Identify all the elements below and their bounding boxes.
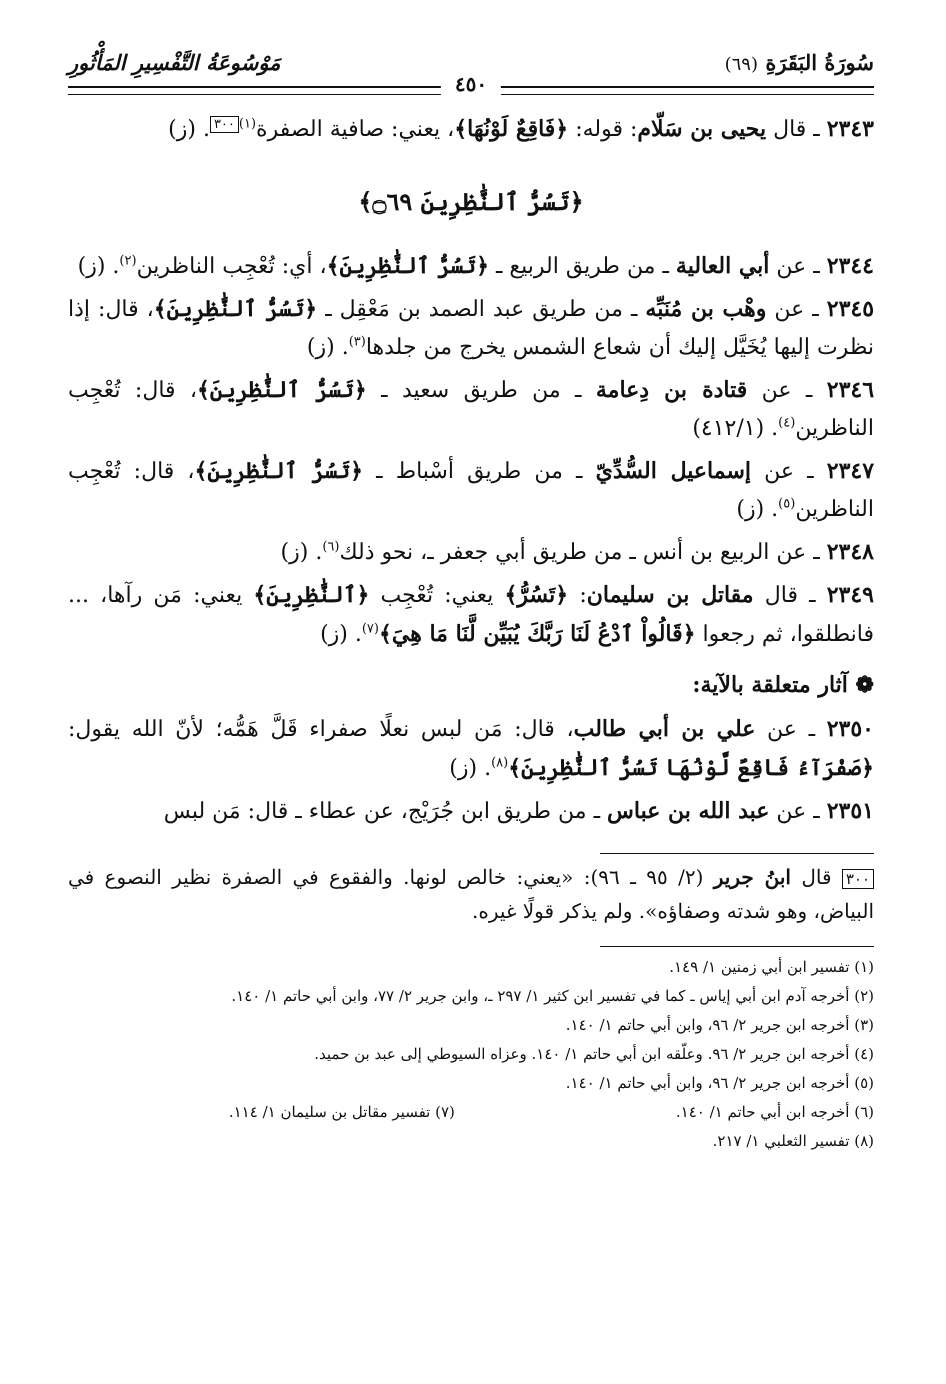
page-number: ٤٥٠ bbox=[441, 72, 501, 96]
narrator-name: يحيى بن سَلّام bbox=[637, 116, 767, 142]
entry-prefix: ـ عن bbox=[764, 459, 814, 484]
verse-range: (٦٩) bbox=[724, 54, 758, 75]
footnote-ref: (٣) bbox=[348, 334, 366, 350]
entry-end: . (ز) bbox=[168, 117, 210, 142]
footnote-ref: (٧) bbox=[361, 621, 379, 637]
narrator-name: الربيع بن أنس bbox=[642, 540, 770, 565]
footnote-ref: (٦) bbox=[322, 539, 340, 555]
entry-text: ، قال: مَن لبس نعلًا صفراء قَلَّ هَمُّه؛ لأنّ الله يقول: bbox=[68, 717, 574, 742]
entry-prefix: ـ عن bbox=[774, 297, 819, 322]
commentary-text: (٢/ ٩٥ ـ ٩٦): «يعني: خالص لونها. والفقوع في الصفرة نظير النصوع في البياض، وهو شدته وصفاؤه». ولم يذكر قولًا غيره. bbox=[68, 865, 874, 923]
footnotes bbox=[68, 953, 874, 1156]
footnote-ref: (٥) bbox=[778, 496, 796, 512]
narrator-name: أبي العالية bbox=[675, 253, 770, 279]
entry-2344 bbox=[68, 247, 874, 286]
entry-number: ٢٣٤٣ bbox=[826, 116, 874, 142]
entry-2349 bbox=[68, 576, 874, 654]
entry-end: . (ز) bbox=[320, 622, 362, 647]
entry-number: ٢٣٤٦ bbox=[826, 377, 875, 403]
entry-prefix: ـ عن bbox=[776, 254, 820, 279]
entry-text: ـ من طريق أبي جعفر ـ، نحو ذلك bbox=[339, 540, 636, 565]
commentary-ref-box: ٣٠٠ bbox=[210, 116, 239, 133]
entry-end: . (ز) bbox=[306, 335, 349, 360]
quran-quote: ﴿تَسُرُّ ٱلنَّٰظِرِينَ﴾ bbox=[326, 253, 489, 279]
commentary-note bbox=[68, 860, 874, 928]
footnote-ref: (٢) bbox=[119, 253, 137, 269]
entry-text: : bbox=[579, 583, 587, 608]
quran-quote: ﴿فَاقِعٌ لَوْنُهَا﴾ bbox=[454, 116, 569, 142]
entry-text: ، أي: تُعْجِب الناظرين bbox=[136, 254, 327, 279]
book-title: مَوْسُوعَةُ التَّفْسِيرِ المَأْثُورِ bbox=[68, 50, 281, 75]
entry-prefix: ـ عن bbox=[776, 799, 820, 824]
footnote-ref: (٤) bbox=[778, 415, 796, 431]
entry-2346 bbox=[68, 371, 874, 448]
footnote-4: (٤) أخرجه ابن جرير ٢/ ٩٦. وعلّقه ابن أبي حاتم ١/ ١٤٠. وعزاه السيوطي إلى عبد بن حميد. bbox=[314, 1045, 874, 1063]
entry-text: ـ من طريق الربيع ـ bbox=[495, 254, 669, 279]
surah-title bbox=[725, 50, 874, 75]
main-text bbox=[68, 110, 874, 831]
narrator-name: قتادة بن دِعامة bbox=[595, 377, 748, 403]
entry-text: ـ من طريق عبد الصمد بن مَعْقِل ـ bbox=[325, 297, 638, 322]
entry-2348 bbox=[68, 533, 874, 572]
footnote-5: (٥) أخرجه ابن جرير ٢/ ٩٦، وابن أبي حاتم ١/ ١٤٠. bbox=[565, 1074, 874, 1092]
entry-end: . (ز) bbox=[77, 254, 120, 279]
entry-number: ٢٣٥١ bbox=[826, 798, 874, 824]
quran-quote: ﴿صَفْرَآءُ فَاقِعٌ لَّوْنُهَا تَسُرُّ ٱلنَّٰظِرِينَ﴾ bbox=[508, 755, 874, 781]
quran-quote: ﴿ٱلنَّٰظِرِينَ﴾ bbox=[253, 582, 370, 608]
entry-number: ٢٣٤٥ bbox=[826, 296, 875, 322]
page-header bbox=[68, 48, 874, 110]
entry-text: ـ من طريق سعيد ـ bbox=[381, 378, 582, 403]
commentary-ref-box: ٣٠٠ bbox=[842, 869, 874, 889]
entry-number: ٢٣٤٨ bbox=[826, 539, 874, 565]
entry-2343 bbox=[68, 110, 874, 149]
entry-prefix: ـ عن bbox=[767, 717, 816, 742]
entry-2347 bbox=[68, 452, 874, 529]
quran-quote: ﴿قَالُواْ ٱدْعُ لَنَا رَبَّكَ يُبَيِّن لَّنَا مَا هِيَ﴾ bbox=[378, 621, 696, 647]
quran-quote: ﴿تَسُرُّ﴾ bbox=[504, 582, 569, 608]
entry-end: . (٤١٢/١) bbox=[692, 416, 779, 441]
entry-text: ، يعني: صافية الصفرة bbox=[256, 117, 455, 142]
footnote-1: (١) تفسير ابن أبي زمنين ١/ ١٤٩. bbox=[669, 958, 874, 976]
entry-number: ٢٣٤٤ bbox=[826, 253, 874, 279]
entry-number: ٢٣٥٠ bbox=[826, 716, 874, 742]
footnote-ref: (٨) bbox=[491, 755, 509, 771]
quran-quote: ﴿تَسُرُّ ٱلنَّٰظِرِينَ﴾ bbox=[197, 377, 367, 403]
narrator-name: وهْب بن مُنَبِّه bbox=[645, 296, 767, 322]
entry-number: ٢٣٤٧ bbox=[826, 458, 875, 484]
entry-text: يعني: مَن رآها، ... فانطلقوا، ثم رجعوا bbox=[68, 583, 874, 647]
narrator-name: إسماعيل السُّدِّيّ bbox=[595, 458, 752, 484]
entry-text: ـ من طريق أسْباط ـ bbox=[376, 459, 583, 484]
surah-name: سُورَةُ البَقَرَةِ bbox=[765, 50, 874, 75]
quran-quote: ﴿تَسُرُّ ٱلنَّٰظِرِينَ﴾ bbox=[153, 296, 318, 322]
commentary-author: ابنُ جرير bbox=[713, 865, 791, 889]
footnote-row-6-7 bbox=[68, 1098, 874, 1127]
narrator-name: علي بن أبي طالب bbox=[573, 716, 756, 742]
verse-heading: ﴿تَسُرُّ ٱلنَّٰظِرِينَ ۝٦٩﴾ bbox=[358, 187, 584, 216]
entry-2350 bbox=[68, 710, 874, 788]
entry-2345 bbox=[68, 290, 874, 367]
quran-quote: ﴿تَسُرُّ ٱلنَّٰظِرِينَ﴾ bbox=[194, 458, 364, 484]
footnote-ref: (١) bbox=[238, 116, 257, 132]
entry-text: : قوله: bbox=[575, 117, 638, 142]
entry-prefix: ـ قال bbox=[764, 583, 816, 608]
footnote-6: (٦) أخرجه ابن أبي حاتم ١/ ١٤٠. bbox=[675, 1103, 874, 1121]
entry-end: . (ز) bbox=[280, 540, 323, 565]
entry-end: . (ز) bbox=[449, 756, 492, 781]
entry-2351 bbox=[68, 792, 874, 831]
commentary-prefix: قال bbox=[801, 865, 832, 889]
entry-number: ٢٣٤٩ bbox=[826, 582, 874, 608]
entry-text: ، قال: إذا نظرت إليها يُخَيَّل إليك أن شعاع الشمس يخرج من جلدها bbox=[68, 297, 874, 360]
page bbox=[68, 48, 874, 1344]
footnotes-divider bbox=[600, 946, 874, 947]
entry-text: ـ من طريق ابن جُرَيْج، عن عطاء ـ قال: مَن لبس bbox=[163, 799, 601, 824]
section-heading: ❁ آثار متعلقة بالآية: bbox=[692, 672, 874, 698]
footnote-3: (٣) أخرجه ابن جرير ٢/ ٩٦، وابن أبي حاتم ١/ ١٤٠. bbox=[565, 1016, 874, 1034]
narrator-name: مقاتل بن سليمان bbox=[586, 582, 754, 608]
entry-end: . (ز) bbox=[736, 497, 779, 522]
footnote-2: (٢) أخرجه آدم ابن أبي إياس ـ كما في تفسير ابن كثير ١/ ٢٩٧ ـ، وابن جرير ٢/ ٧٧، وابن أبي حاتم ١/ ١٤٠. bbox=[231, 987, 874, 1005]
narrator-name: عبد الله بن عباس bbox=[607, 798, 770, 824]
footnote-7: (٧) تفسير مقاتل بن سليمان ١/ ١١٤. bbox=[228, 1103, 455, 1121]
entry-prefix: ـ قال bbox=[773, 117, 820, 142]
commentary-divider bbox=[600, 853, 874, 854]
entry-text: ، قال: تُعْجِب الناظرين bbox=[68, 378, 874, 441]
entry-prefix: ـ عن bbox=[761, 378, 813, 403]
entry-text: يعني: تُعْجِب bbox=[380, 583, 494, 608]
entry-text: ، قال: تُعْجِب الناظرين bbox=[68, 459, 874, 522]
footnote-8: (٨) تفسير الثعلبي ١/ ٢١٧. bbox=[712, 1132, 874, 1150]
entry-prefix: ـ عن bbox=[776, 540, 820, 565]
